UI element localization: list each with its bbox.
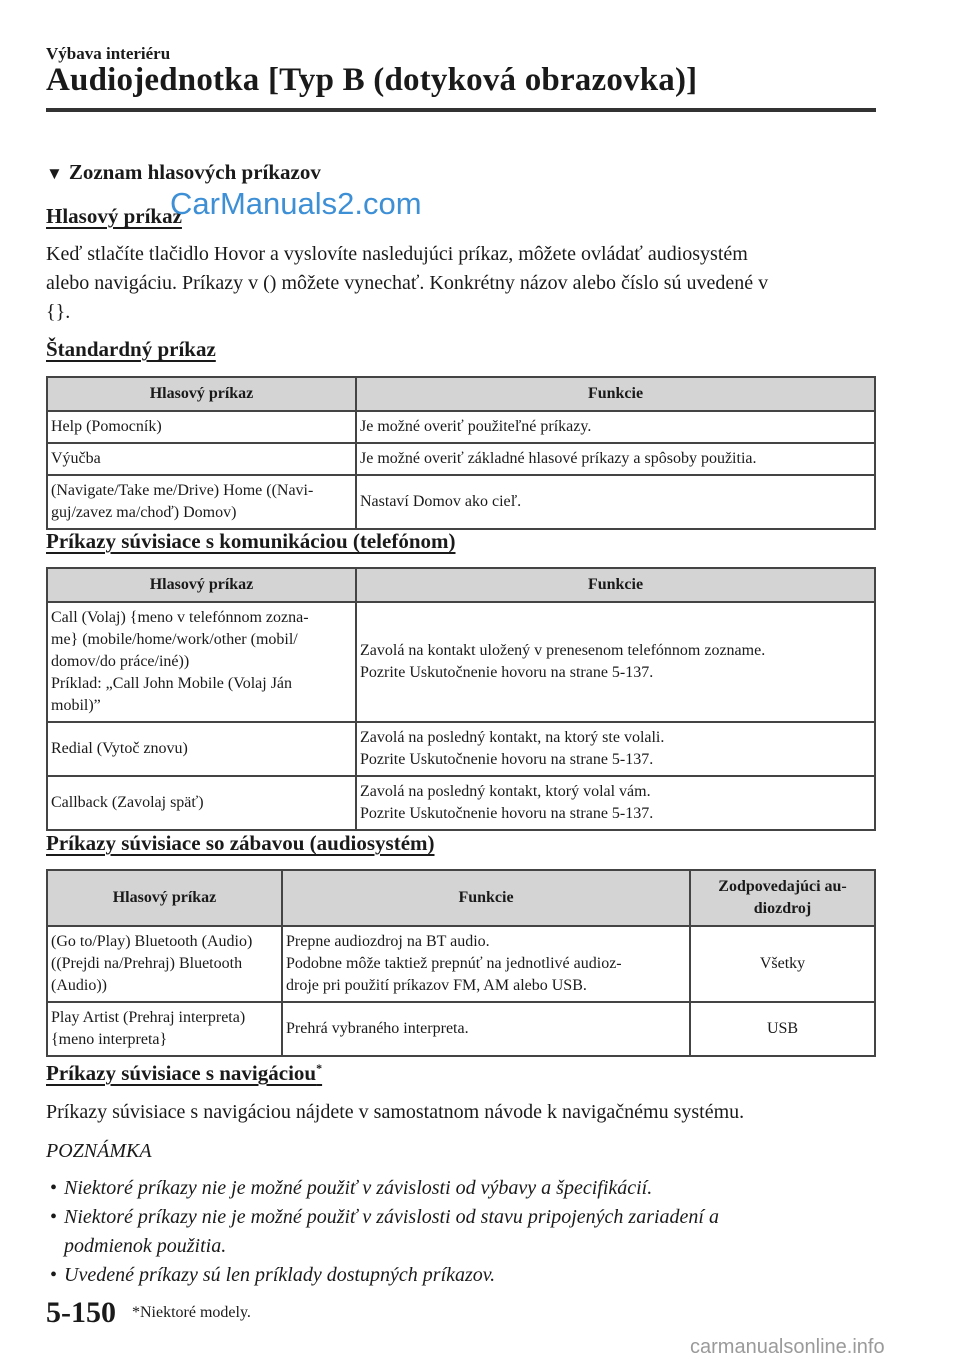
triangle-down-icon: ▼ xyxy=(46,164,63,183)
command-cell: Výučba xyxy=(47,443,356,475)
col-header: Hlasový príkaz xyxy=(47,377,356,411)
note-item xyxy=(50,1174,870,1203)
subheading-voice-command: Hlasový príkaz xyxy=(46,204,182,228)
function-cell: Je možné overiť základné hlasové príkazy a spôsoby použitia. xyxy=(356,443,875,475)
bullet-icon: • xyxy=(50,1264,58,1286)
footnote: *Niektoré modely. xyxy=(132,1304,251,1321)
command-cell: Callback (Zavolaj späť) xyxy=(47,776,356,830)
footer-watermark: carmanualsonline.info xyxy=(690,1336,885,1358)
footnote-mark: * xyxy=(316,1061,323,1075)
heading-command-list xyxy=(46,160,321,185)
note-text: Niektoré príkazy nie je možné použiť v závislosti od stavu pripojených zariadení a xyxy=(64,1206,719,1228)
intro-line: {}. xyxy=(46,301,71,323)
intro-line: Keď stlačíte tlačidlo Hovor a vyslovíte nasledujúci príkaz, môžete ovládať audiosystém xyxy=(46,243,748,265)
note-text-continued: podmienok použitia. xyxy=(64,1235,227,1257)
subheading-navigation xyxy=(46,1061,322,1086)
col-header: Zodpovedajúci au- diozdroj xyxy=(690,870,875,926)
note-text: Niektoré príkazy nie je možné použiť v závislosti od výbavy a špecifikácií. xyxy=(64,1177,653,1199)
function-cell: Je možné overiť použiteľné príkazy. xyxy=(356,411,875,443)
table-row xyxy=(47,926,875,1002)
intro-line: alebo navigáciu. Príkazy v () môžete vynechať. Konkrétny názov alebo číslo sú uvedené v xyxy=(46,272,769,294)
page-title: Audiojednotka [Typ B (dotyková obrazovka)] xyxy=(46,62,698,98)
function-cell: Zavolá na kontakt uložený v prenesenom telefónnom zozname. Pozrite Uskutočnenie hovoru na strane 5-137. xyxy=(356,602,875,722)
table-header-row xyxy=(47,377,875,411)
subheading-audio: Príkazy súvisiace so zábavou (audiosystém) xyxy=(46,831,435,855)
page-number: 5-150 xyxy=(46,1296,116,1329)
table-row xyxy=(47,776,875,830)
source-cell: USB xyxy=(690,1002,875,1056)
col-header: Funkcie xyxy=(282,870,690,926)
function-cell: Zavolá na posledný kontakt, ktorý volal vám. Pozrite Uskutočnenie hovoru na strane 5-137. xyxy=(356,776,875,830)
bullet-icon: • xyxy=(50,1177,58,1199)
command-cell: Play Artist (Prehraj interpreta) {meno interpreta} xyxy=(47,1002,282,1056)
table-header-row xyxy=(47,870,875,926)
navigation-paragraph: Príkazy súvisiace s navigáciou nájdete v samostatnom návode k navigačnému systému. xyxy=(46,1101,745,1123)
note-item xyxy=(50,1203,870,1261)
heading-text: Zoznam hlasových príkazov xyxy=(68,160,321,184)
table-row xyxy=(47,722,875,776)
function-cell: Nastaví Domov ako cieľ. xyxy=(356,475,875,529)
table-row xyxy=(47,602,875,722)
source-cell: Všetky xyxy=(690,926,875,1002)
function-cell: Prepne audiozdroj na BT audio. Podobne môže taktiež prepnúť na jednotlivé audioz- droje pri použití príkazov FM, AM alebo USB. xyxy=(282,926,690,1002)
table-row xyxy=(47,475,875,529)
note-text: Uvedené príkazy sú len príklady dostupných príkazov. xyxy=(64,1264,496,1286)
intro-paragraph xyxy=(46,240,876,327)
table-phone xyxy=(46,567,876,831)
col-header: Hlasový príkaz xyxy=(47,568,356,602)
command-cell: Help (Pomocník) xyxy=(47,411,356,443)
col-header: Funkcie xyxy=(356,568,875,602)
function-cell: Prehrá vybraného interpreta. xyxy=(282,1002,690,1056)
col-header: Hlasový príkaz xyxy=(47,870,282,926)
command-cell: Call (Volaj) {meno v telefónnom zozna- me} (mobile/home/work/other (mobil/ domov/do práce/iné)) Príklad: „Call John Mobile (Volaj Ján mobil)” xyxy=(47,602,356,722)
table-standard xyxy=(46,376,876,530)
table-row xyxy=(47,443,875,475)
col-header: Funkcie xyxy=(356,377,875,411)
command-cell: Redial (Vytoč znovu) xyxy=(47,722,356,776)
watermark-logo: CarManuals2.com xyxy=(170,186,422,221)
subheading-text: Príkazy súvisiace s navigáciou xyxy=(46,1061,317,1085)
subheading-standard: Štandardný príkaz xyxy=(46,337,216,361)
function-cell: Zavolá na posledný kontakt, na ktorý ste volali. Pozrite Uskutočnenie hovoru na strane 5-137. xyxy=(356,722,875,776)
table-audio xyxy=(46,869,876,1057)
command-cell: (Navigate/Take me/Drive) Home ((Navi- guj/zavez ma/choď) Domov) xyxy=(47,475,356,529)
section-label: Výbava interiéru xyxy=(46,44,171,63)
subheading-phone: Príkazy súvisiace s komunikáciou (telefónom) xyxy=(46,529,456,553)
bullet-icon: • xyxy=(50,1206,58,1228)
table-row xyxy=(47,1002,875,1056)
note-title: POZNÁMKA xyxy=(46,1140,152,1162)
table-header-row xyxy=(47,568,875,602)
note-item xyxy=(50,1261,870,1290)
title-rule xyxy=(46,108,876,112)
command-cell: (Go to/Play) Bluetooth (Audio) ((Prejdi na/Prehraj) Bluetooth (Audio)) xyxy=(47,926,282,1002)
table-row xyxy=(47,411,875,443)
